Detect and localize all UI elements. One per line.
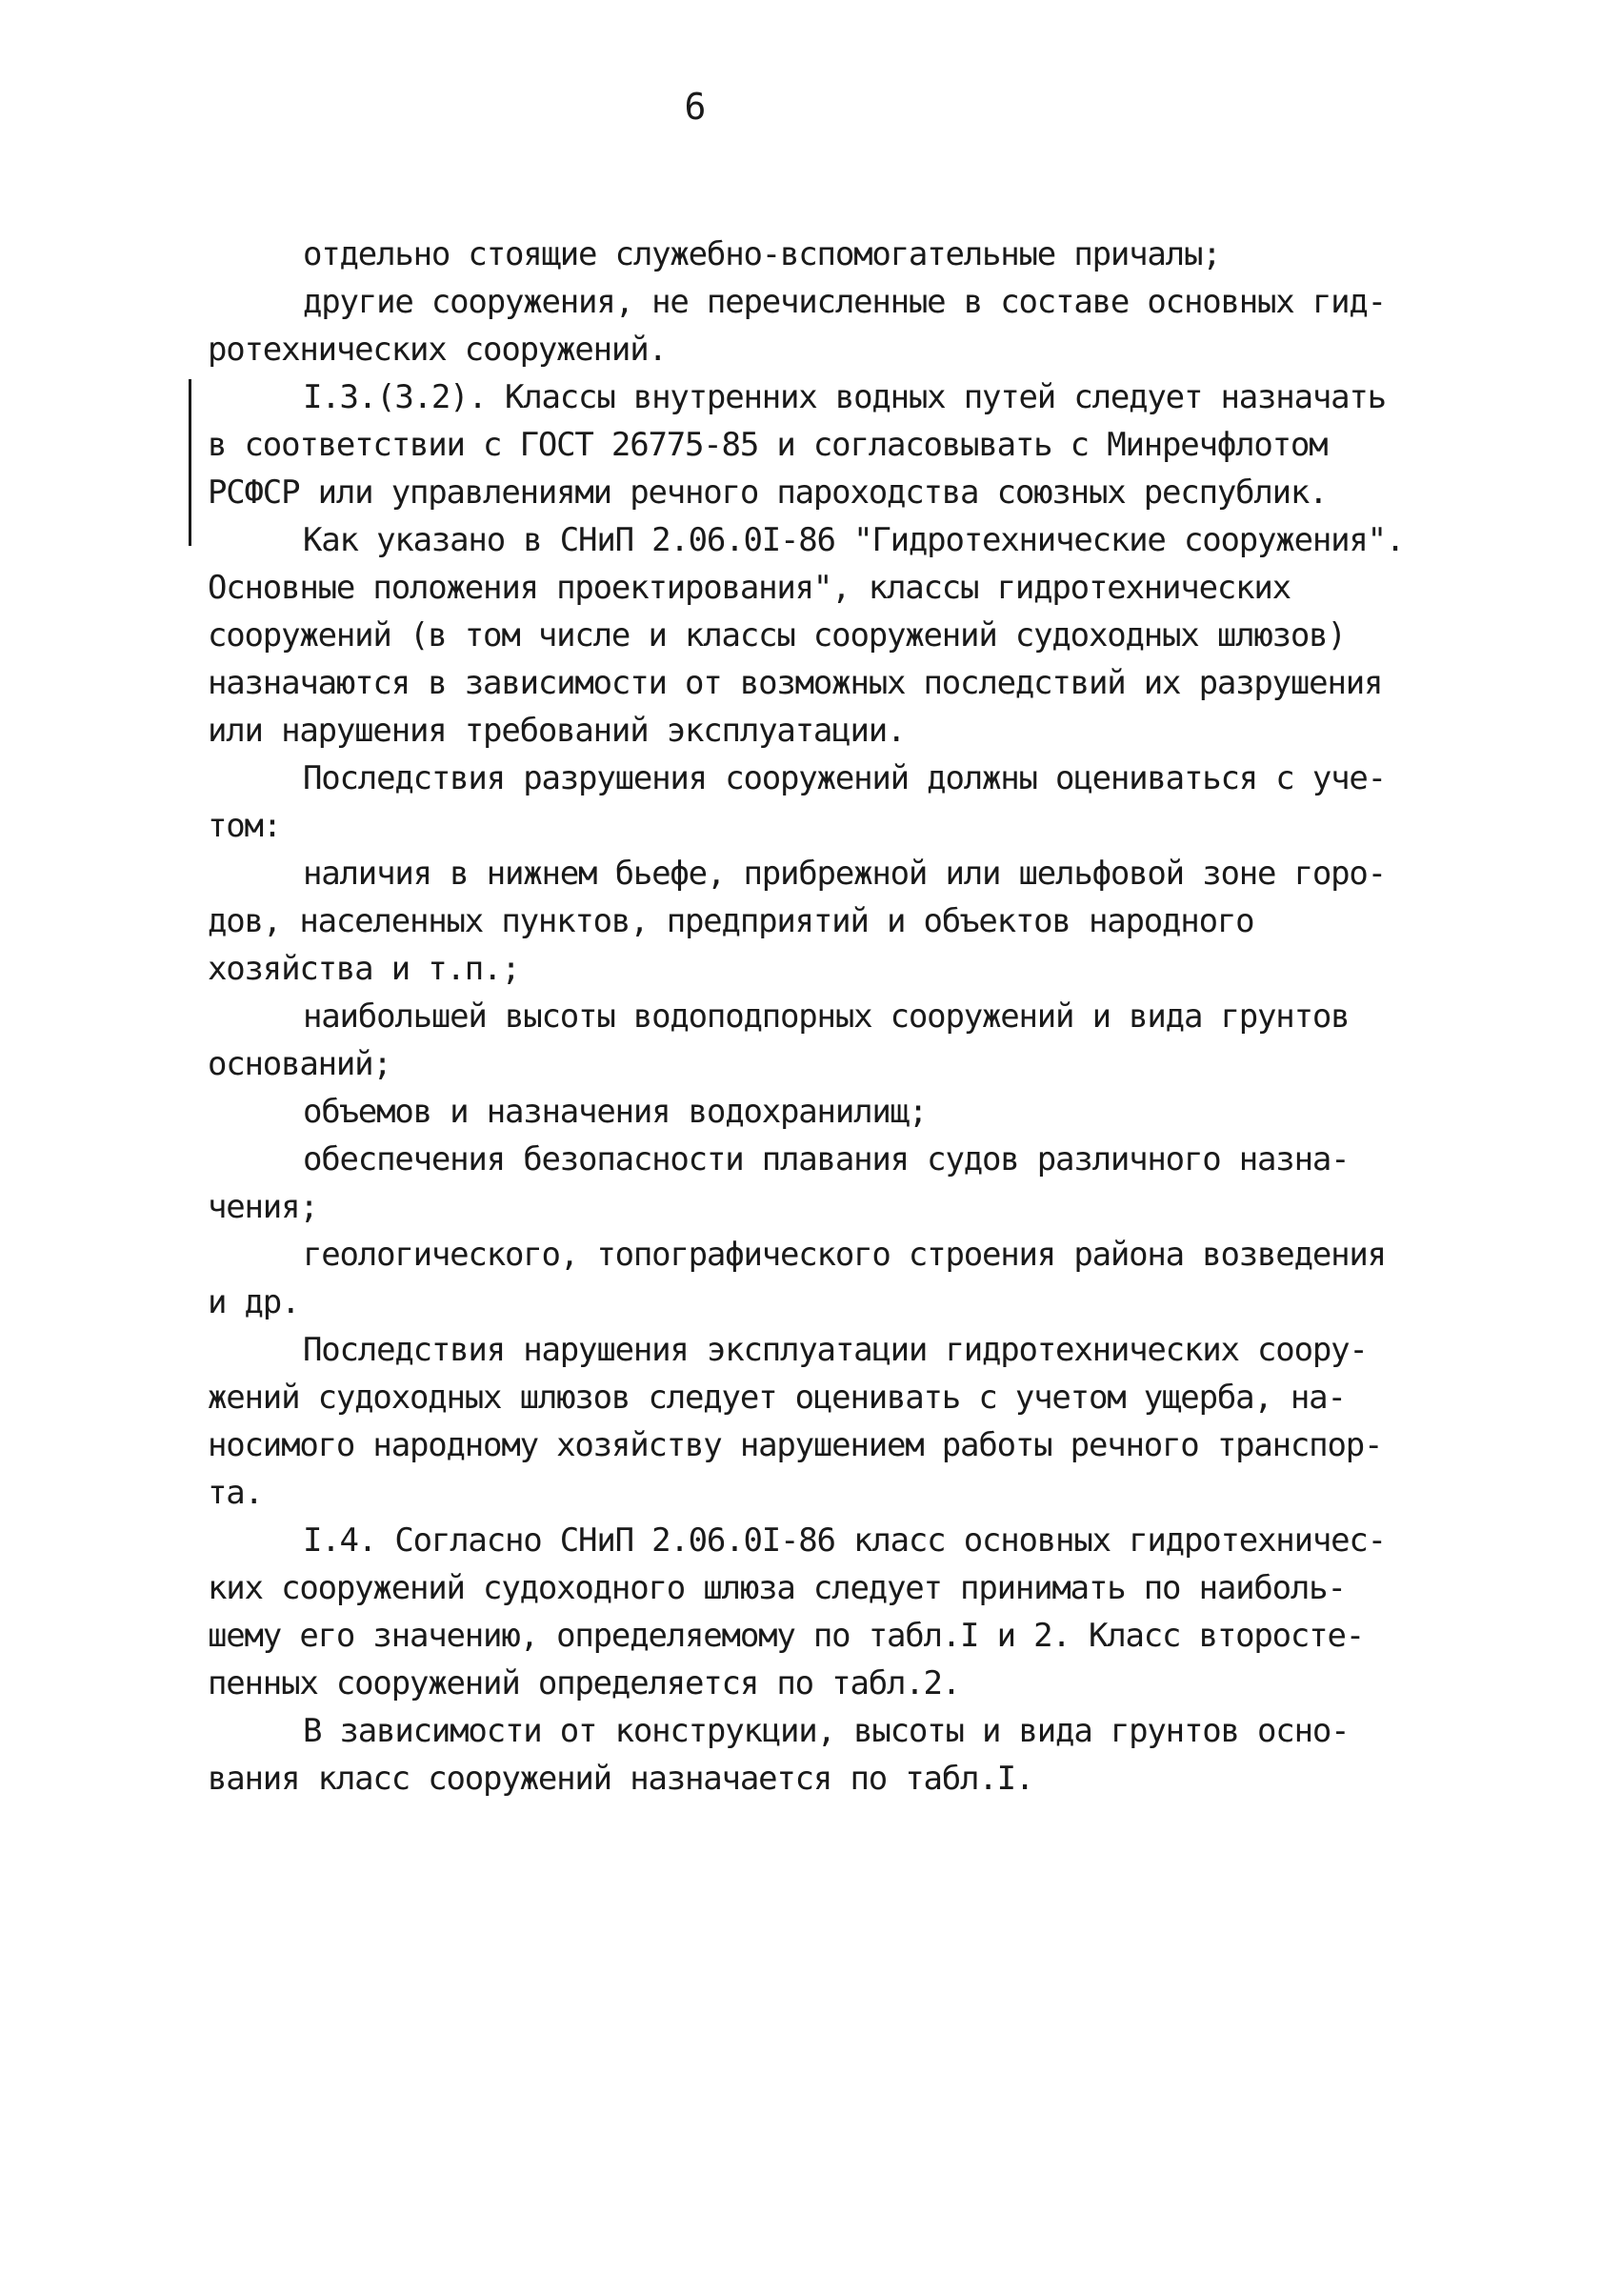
- text-line: сооружений (в том числе и классы сооружений судоходных шлюзов): [208, 616, 1346, 655]
- text-line: оснований;: [208, 1045, 391, 1083]
- text-line: шему его значению, определяемому по табл.I и 2. Класс второсте-: [208, 1617, 1364, 1655]
- text-line: геологического, топографического строения района возведения: [303, 1236, 1386, 1274]
- text-line: в соответствии с ГОСТ 26775-85 и согласовывать с Минречфлотом: [208, 426, 1328, 464]
- page-number: 6: [684, 86, 707, 128]
- text-line: жений судоходных шлюзов следует оценивать с учетом ущерба, на-: [208, 1379, 1346, 1417]
- text-line: Последствия разрушения сооружений должны оцениваться с уче-: [303, 759, 1386, 797]
- text-line: та.: [208, 1474, 263, 1512]
- revision-margin-mark: [189, 379, 191, 546]
- text-line: объемов и назначения водохранилищ;: [303, 1093, 928, 1131]
- text-line: ротехнических сооружений.: [208, 331, 667, 369]
- text-line: назначаются в зависимости от возможных последствий их разрушения: [208, 664, 1383, 702]
- text-line: Как указано в СНиП 2.06.0I-86 "Гидротехнические сооружения".: [303, 521, 1405, 559]
- text-line: или нарушения требований эксплуатации.: [208, 712, 906, 750]
- text-line: вания класс сооружений назначается по табл.I.: [208, 1760, 1034, 1798]
- text-line: отдельно стоящие служебно-вспомогательные причалы;: [303, 235, 1221, 273]
- text-line: I.3.(3.2). Классы внутренних водных путей следует назначать: [303, 378, 1386, 416]
- body-text: [208, 231, 1474, 1803]
- text-line: ких сооружений судоходного шлюза следует принимать по наиболь-: [208, 1569, 1346, 1607]
- text-line: и др.: [208, 1283, 300, 1321]
- text-line: I.4. Согласно СНиП 2.06.0I-86 класс основных гидротехничес-: [303, 1521, 1386, 1560]
- text-line: Последствия нарушения эксплуатации гидротехнических соору-: [303, 1331, 1368, 1369]
- text-line: РСФСР или управлениями речного пароходства союзных республик.: [208, 473, 1328, 512]
- text-line: носимого народному хозяйству нарушением работы речного транспор-: [208, 1426, 1383, 1464]
- text-line: дов, населенных пунктов, предприятий и объектов народного: [208, 902, 1254, 940]
- text-line: том:: [208, 807, 282, 845]
- text-line: Основные положения проектирования", классы гидротехнических: [208, 569, 1291, 607]
- text-line: наличия в нижнем бьефе, прибрежной или шельфовой зоне горо-: [303, 855, 1386, 893]
- text-line: наибольшей высоты водоподпорных сооружений и вида грунтов: [303, 997, 1350, 1036]
- text-line: хозяйства и т.п.;: [208, 950, 520, 988]
- text-line: другие сооружения, не перечисленные в составе основных гид-: [303, 283, 1386, 321]
- text-line: обеспечения безопасности плавания судов различного назна-: [303, 1140, 1350, 1178]
- text-line: пенных сооружений определяется по табл.2.: [208, 1664, 961, 1702]
- text-line: В зависимости от конструкции, высоты и вида грунтов осно-: [303, 1712, 1350, 1750]
- text-line: чения;: [208, 1188, 318, 1226]
